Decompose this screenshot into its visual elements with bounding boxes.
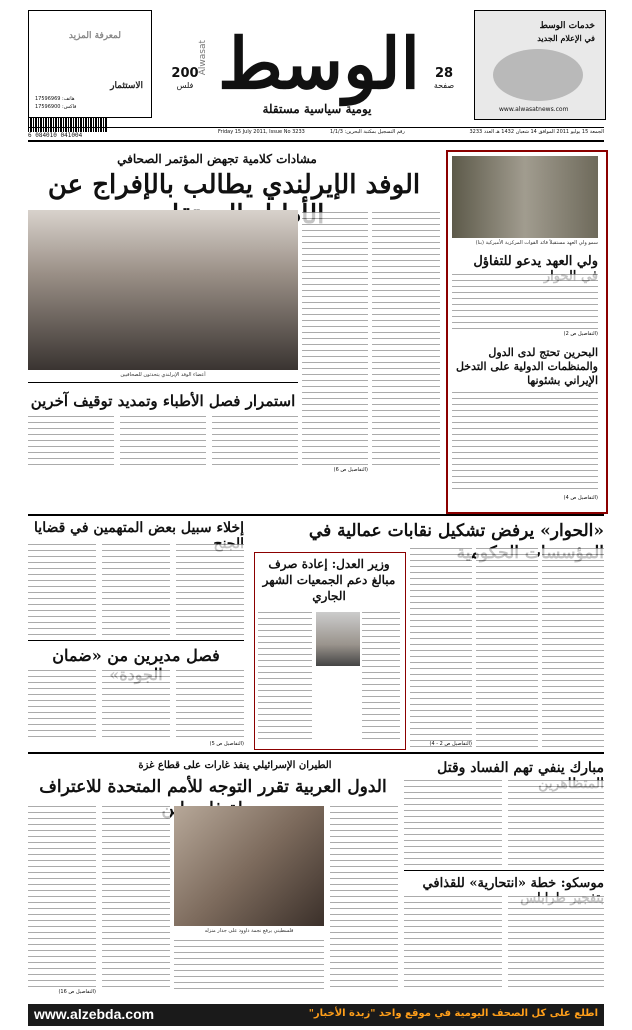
footer-banner[interactable] — [28, 1004, 604, 1026]
lead-continued[interactable]: (التفاصيل ص 6) — [333, 467, 368, 473]
right-continued-1[interactable]: (التفاصيل ص 2) — [563, 331, 598, 337]
right-body-2 — [452, 392, 598, 492]
left-mid-rule — [28, 640, 244, 641]
left-contact-fax: فاكس: 17596900 — [35, 104, 77, 110]
masthead-rule-2 — [28, 140, 604, 142]
band2-col-2 — [476, 548, 538, 748]
right-headline-2: البحرين تحتج لدى الدول والمنظمات الدولية على التدخل الإيراني بشئونها — [455, 346, 598, 387]
band3-right-col-2 — [404, 780, 502, 866]
date-line-en: Friday 15 July 2011, Issue No 3233 — [218, 129, 305, 135]
lead-body-col-2 — [302, 212, 368, 468]
website-link[interactable]: www.alwasatnews.com — [499, 106, 569, 113]
masthead-latin: Alwasat — [198, 40, 208, 76]
masthead-tagline: يومية سياسية مستقلة — [262, 102, 372, 116]
band3-continued[interactable]: (التفاصيل ص 16) — [58, 989, 96, 995]
justice-continued[interactable]: (التفاصيل ص 2 - 4) — [429, 741, 472, 747]
left-mid-col-6 — [176, 670, 244, 742]
masthead-rule — [28, 127, 604, 128]
left-mid-col-3 — [176, 544, 244, 636]
left-ad-line-1: لمعرفة المزيد — [68, 31, 121, 41]
ad-map-graphic — [493, 49, 583, 101]
pages-label: صفحة — [433, 81, 455, 90]
band3-headline: الدول العربية تقرر التوجه للأمم المتحدة للاعتراف — [39, 777, 387, 797]
band3-kicker: الطيران الإسرائيلي ينفذ غارات على قطاع غزة — [138, 760, 332, 771]
lead-sub-headline: استمرار فصل الأطباء وتمديد توقيف آخرين — [30, 392, 296, 410]
lead-photo — [28, 210, 298, 370]
reg-line: رقم التسجيل بمكتبة البحرين: 1/1/3 — [330, 129, 405, 135]
footer-text: اطلع على كل الصحف اليومية في موقع واحد "زبدة الأخبار" — [308, 1008, 598, 1019]
band3-right-headline-2: موسكو: خطة «انتحارية» للقذافي — [422, 876, 604, 891]
band3-mid-col-2 — [174, 940, 324, 990]
lead-photo-caption: أعضاء الوفد الإيرلندي يتحدثون للصحافيين — [120, 372, 206, 378]
right-ad-line-2: في الإعلام الجديد — [537, 33, 595, 43]
band3-right-headline: مبارك ينفي تهم الفساد وقتل — [437, 760, 604, 776]
left-mid-col-1 — [28, 544, 96, 636]
left-mid-col-4 — [28, 670, 96, 742]
band3-right-rule — [404, 870, 604, 871]
lead-kicker: مشادات كلامية تجهض المؤتمر الصحافي — [117, 152, 317, 166]
band3-mid-col-1 — [330, 806, 398, 990]
date-line-ar: الجمعة 15 يوليو 2011 الموافق 14 شعبان 1432 هـ العدد 3233 — [469, 129, 604, 135]
left-ad-line-2: الاستثمار — [110, 81, 143, 91]
sub-body-col-3 — [212, 416, 298, 468]
left-mid-col-2 — [102, 544, 170, 636]
left-contact-phone: هاتف: 17596969 — [35, 96, 75, 102]
right-body-1 — [452, 274, 598, 330]
band3-right-col-1 — [508, 780, 604, 866]
price-number: 200 — [171, 66, 199, 81]
right-continued-2[interactable]: (التفاصيل ص 4) — [563, 495, 598, 501]
band3-left-col-2 — [28, 806, 96, 990]
pages-number: 28 — [434, 66, 454, 81]
right-column-photo — [452, 156, 598, 238]
left-mid-continued[interactable]: (التفاصيل ص 5) — [209, 741, 244, 747]
band3-photo — [174, 806, 324, 926]
band3-right-col-3 — [508, 896, 604, 990]
sub-body-col-2 — [120, 416, 206, 468]
lead-headline: الوفد الإيرلندي يطالب بالإفراج عن — [47, 170, 421, 200]
price-badge — [170, 66, 200, 90]
band3-rule — [28, 752, 604, 754]
band3-photo-caption: فلسطيني يرفع نجمة داوود على جدار منزله — [204, 928, 294, 934]
justice-col-1 — [362, 612, 400, 740]
lead-body-col-1 — [372, 212, 440, 468]
band2-rule — [28, 514, 604, 516]
pages-badge — [430, 66, 458, 90]
right-headline-1: ولي العهد يدعو للتفاؤل — [473, 254, 598, 269]
justice-col-2 — [258, 612, 312, 740]
price-label: فلس — [176, 81, 194, 90]
left-mid-headline-2: فصل مديرين من «ضمان — [52, 646, 220, 665]
right-ad-line-1: خدمات الوسط — [539, 21, 595, 31]
band3-left-col-1 — [102, 806, 170, 990]
barcode-graphic — [28, 118, 108, 132]
right-ad-box[interactable] — [474, 10, 606, 120]
sub-headline-rule — [28, 382, 298, 383]
justice-box-headline: وزير العدل: إعادة صرف مبالغ دعم الجمعيات الشهر الجاري — [262, 557, 396, 603]
barcode-number: 6 084010 041004 — [28, 132, 83, 139]
left-mid-col-5 — [102, 670, 170, 742]
band2-col-3 — [410, 548, 472, 748]
band3-right-col-4 — [404, 896, 502, 990]
right-photo-caption: سمو ولي العهد مستقبلاً قائد القوات المركزية الأميركية (بنا) — [475, 240, 598, 246]
left-ad-box[interactable] — [28, 10, 152, 118]
sub-body-col-1 — [28, 416, 114, 468]
left-mid-headline-1: إخلاء سبيل بعض المتهمين في قضايا — [34, 520, 244, 536]
minister-photo — [316, 612, 360, 666]
masthead-title: الوسط — [217, 22, 421, 105]
band2-col-1 — [542, 548, 604, 748]
band2-headline: «الحوار» يرفض تشكيل نقابات عمالية في — [308, 521, 604, 541]
footer-url[interactable]: www.alzebda.com — [34, 1006, 155, 1022]
